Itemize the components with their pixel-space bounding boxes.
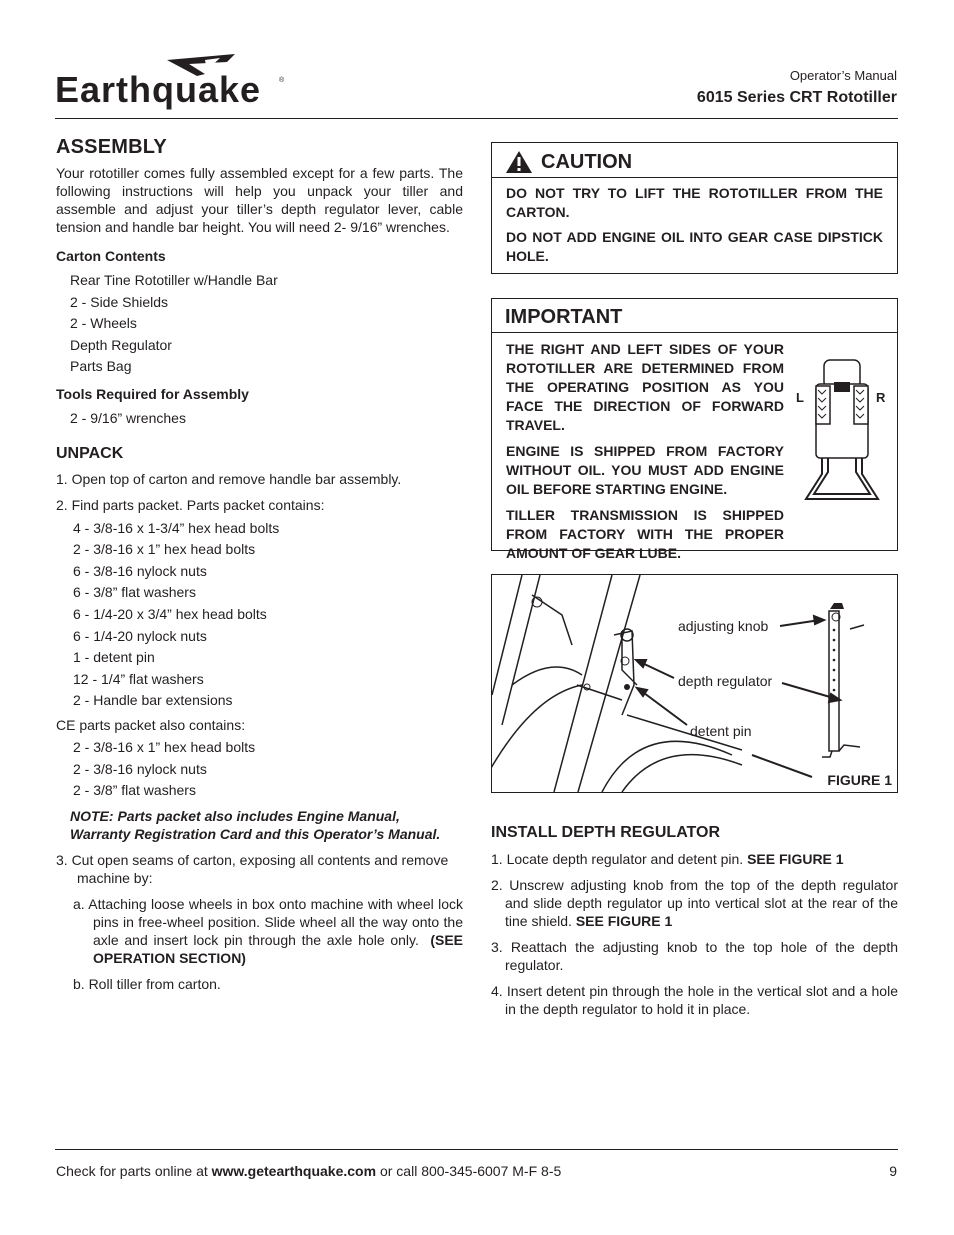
- carton-contents-heading: Carton Contents: [56, 248, 166, 264]
- important-para-1: THE RIGHT AND LEFT SIDES OF YOUR ROTOTILLER ARE DETERMINED FROM THE OPERATING POSITION AS YOU FACE THE DIRECTION OF FORWARD TRAVEL.: [506, 341, 784, 433]
- important-title: IMPORTANT: [505, 306, 623, 328]
- step-3a-reference: (SEE OPERATION SECTION): [93, 931, 463, 966]
- list-item: 2 - 3/8” flat washers: [73, 782, 196, 799]
- warning-icon: [505, 150, 533, 174]
- depth-regulator-diagram: [492, 575, 897, 792]
- list-item: Parts Bag: [70, 358, 132, 375]
- list-item: 2 - 3/8-16 nylock nuts: [73, 760, 207, 777]
- depth-regulator-label: depth regulator: [678, 673, 773, 689]
- list-item: 4 - 3/8-16 x 1-3/4” hex head bolts: [73, 519, 280, 536]
- unpack-step-2: 2. Find parts packet. Parts packet contains:: [56, 496, 325, 513]
- adjusting-knob-label: adjusting knob: [678, 618, 769, 634]
- list-item: 1 - detent pin: [73, 649, 155, 666]
- install-step-1-reference: SEE FIGURE 1: [747, 851, 844, 867]
- page-number: 9: [889, 1163, 897, 1179]
- footer-prefix: Check for parts online at: [56, 1163, 208, 1179]
- important-header: [492, 299, 897, 333]
- product-title: 6015 Series CRT Rototiller: [696, 89, 897, 106]
- install-step-1-text: 1. Locate depth regulator and detent pin.: [491, 851, 744, 867]
- left-side-label: L: [796, 390, 804, 405]
- logo-wordmark: Earthquake: [55, 69, 262, 110]
- important-para-2: ENGINE IS SHIPPED FROM FACTORY WITHOUT OIL. YOU MUST ADD ENGINE OIL BEFORE STARTING ENGINE.: [506, 443, 784, 497]
- caution-line-2: DO NOT ADD ENGINE OIL INTO GEAR CASE DIPSTICK HOLE.: [506, 229, 883, 264]
- caution-body: [492, 178, 897, 274]
- list-item: 2 - Wheels: [70, 315, 137, 332]
- install-heading: INSTALL DEPTH REGULATOR: [491, 824, 721, 841]
- unpack-step-1: 1. Open top of carton and remove handle bar assembly.: [56, 470, 402, 487]
- tools-list: [56, 408, 463, 430]
- figure-caption: FIGURE 1: [827, 772, 892, 788]
- footer-suffix: or call 800-345-6007 M-F 8-5: [379, 1163, 562, 1179]
- earthquake-logo: [55, 52, 290, 114]
- caution-title: CAUTION: [541, 150, 633, 173]
- list-item: 2 - 3/8-16 x 1” hex head bolts: [73, 541, 256, 558]
- caution-line-1: DO NOT TRY TO LIFT THE ROTOTILLER FROM THE CARTON.: [506, 185, 883, 220]
- unpack-step-3: 3. Cut open seams of carton, exposing all contents and remove machine by:: [56, 851, 449, 886]
- install-step-2-reference: SEE FIGURE 1: [575, 913, 673, 929]
- ce-parts-heading: CE parts packet also contains:: [56, 716, 246, 733]
- list-item: Depth Regulator: [70, 336, 172, 353]
- caution-header: [492, 143, 897, 178]
- header-rule: [55, 118, 898, 119]
- unpack-step-3a: [56, 895, 463, 967]
- detent-pin-label: detent pin: [690, 723, 752, 739]
- important-box: [491, 298, 898, 561]
- install-step-2-text: 2. Unscrew adjusting knob from the top of the depth regulator and slide depth regulator up into vertical slot at the rear of the tine shield.: [491, 877, 898, 929]
- list-item: 2 - 3/8-16 x 1” hex head bolts: [73, 738, 256, 755]
- list-item: 6 - 3/8-16 nylock nuts: [73, 562, 207, 579]
- svg-text:®: ®: [279, 77, 285, 84]
- list-item: 2 - 9/16” wrenches: [70, 409, 186, 426]
- install-step-2: [491, 876, 898, 930]
- important-body: [492, 333, 798, 571]
- carton-contents-list: [56, 270, 463, 378]
- figure-1-box: [491, 574, 898, 793]
- unpack-step-3b: b. Roll tiller from carton.: [73, 975, 221, 992]
- install-section: [491, 824, 898, 1018]
- assembly-heading: ASSEMBLY: [56, 136, 167, 158]
- right-side-label: R: [876, 390, 886, 405]
- list-item: Rear Tine Rototiller w/Handle Bar: [70, 272, 278, 288]
- list-item: 6 - 1/4-20 nylock nuts: [73, 627, 207, 644]
- install-step-1: [491, 850, 898, 868]
- install-step-4: 4. Insert detent pin through the hole in the vertical slot and a hole in the depth regulator to hold it in place.: [491, 983, 898, 1017]
- parts-list: [56, 518, 463, 712]
- list-item: 6 - 3/8” flat washers: [73, 584, 196, 601]
- list-item: 2 - Handle bar extensions: [73, 692, 233, 709]
- tiller-top-view-diagram: [792, 354, 892, 509]
- caution-box: [491, 142, 898, 274]
- list-item: 6 - 1/4-20 x 3/4” hex head bolts: [73, 605, 267, 622]
- footer-contact: [56, 1163, 561, 1179]
- step-3a-text: a. Attaching loose wheels in box onto machine with wheel lock pins in free-wheel position. Slide wheel all the way onto the axle and insert lock pin through the axle hole only.: [73, 895, 463, 948]
- footer-url-link[interactable]: www.getearthquake.com: [211, 1163, 377, 1179]
- install-step-3: 3. Reattach the adjusting knob to the top hole of the depth regulator.: [491, 939, 898, 973]
- unpack-heading: UNPACK: [56, 444, 124, 462]
- list-item: 12 - 1/4” flat washers: [73, 670, 204, 687]
- tools-heading: Tools Required for Assembly: [56, 385, 249, 402]
- ce-parts-list: [56, 737, 463, 802]
- important-para-3: TILLER TRANSMISSION IS SHIPPED FROM FACTORY WITH THE PROPER AMOUNT OF GEAR LUBE.: [506, 507, 784, 561]
- parts-note: NOTE: Parts packet also includes Engine Manual, Warranty Registration Card and this Operator’s Manual.: [70, 807, 441, 842]
- left-column: [56, 138, 463, 993]
- assembly-intro: Your rototiller comes fully assembled except for a few parts. The following instructions will help you unpack your tiller and assemble and adjust your tiller’s depth regulator lever, cable tension and handle bar height. You will need 2- 9/16” wrenches.: [56, 165, 463, 235]
- manual-label: Operator’s Manual: [789, 68, 897, 83]
- footer-rule: [55, 1149, 898, 1150]
- list-item: 2 - Side Shields: [70, 293, 169, 310]
